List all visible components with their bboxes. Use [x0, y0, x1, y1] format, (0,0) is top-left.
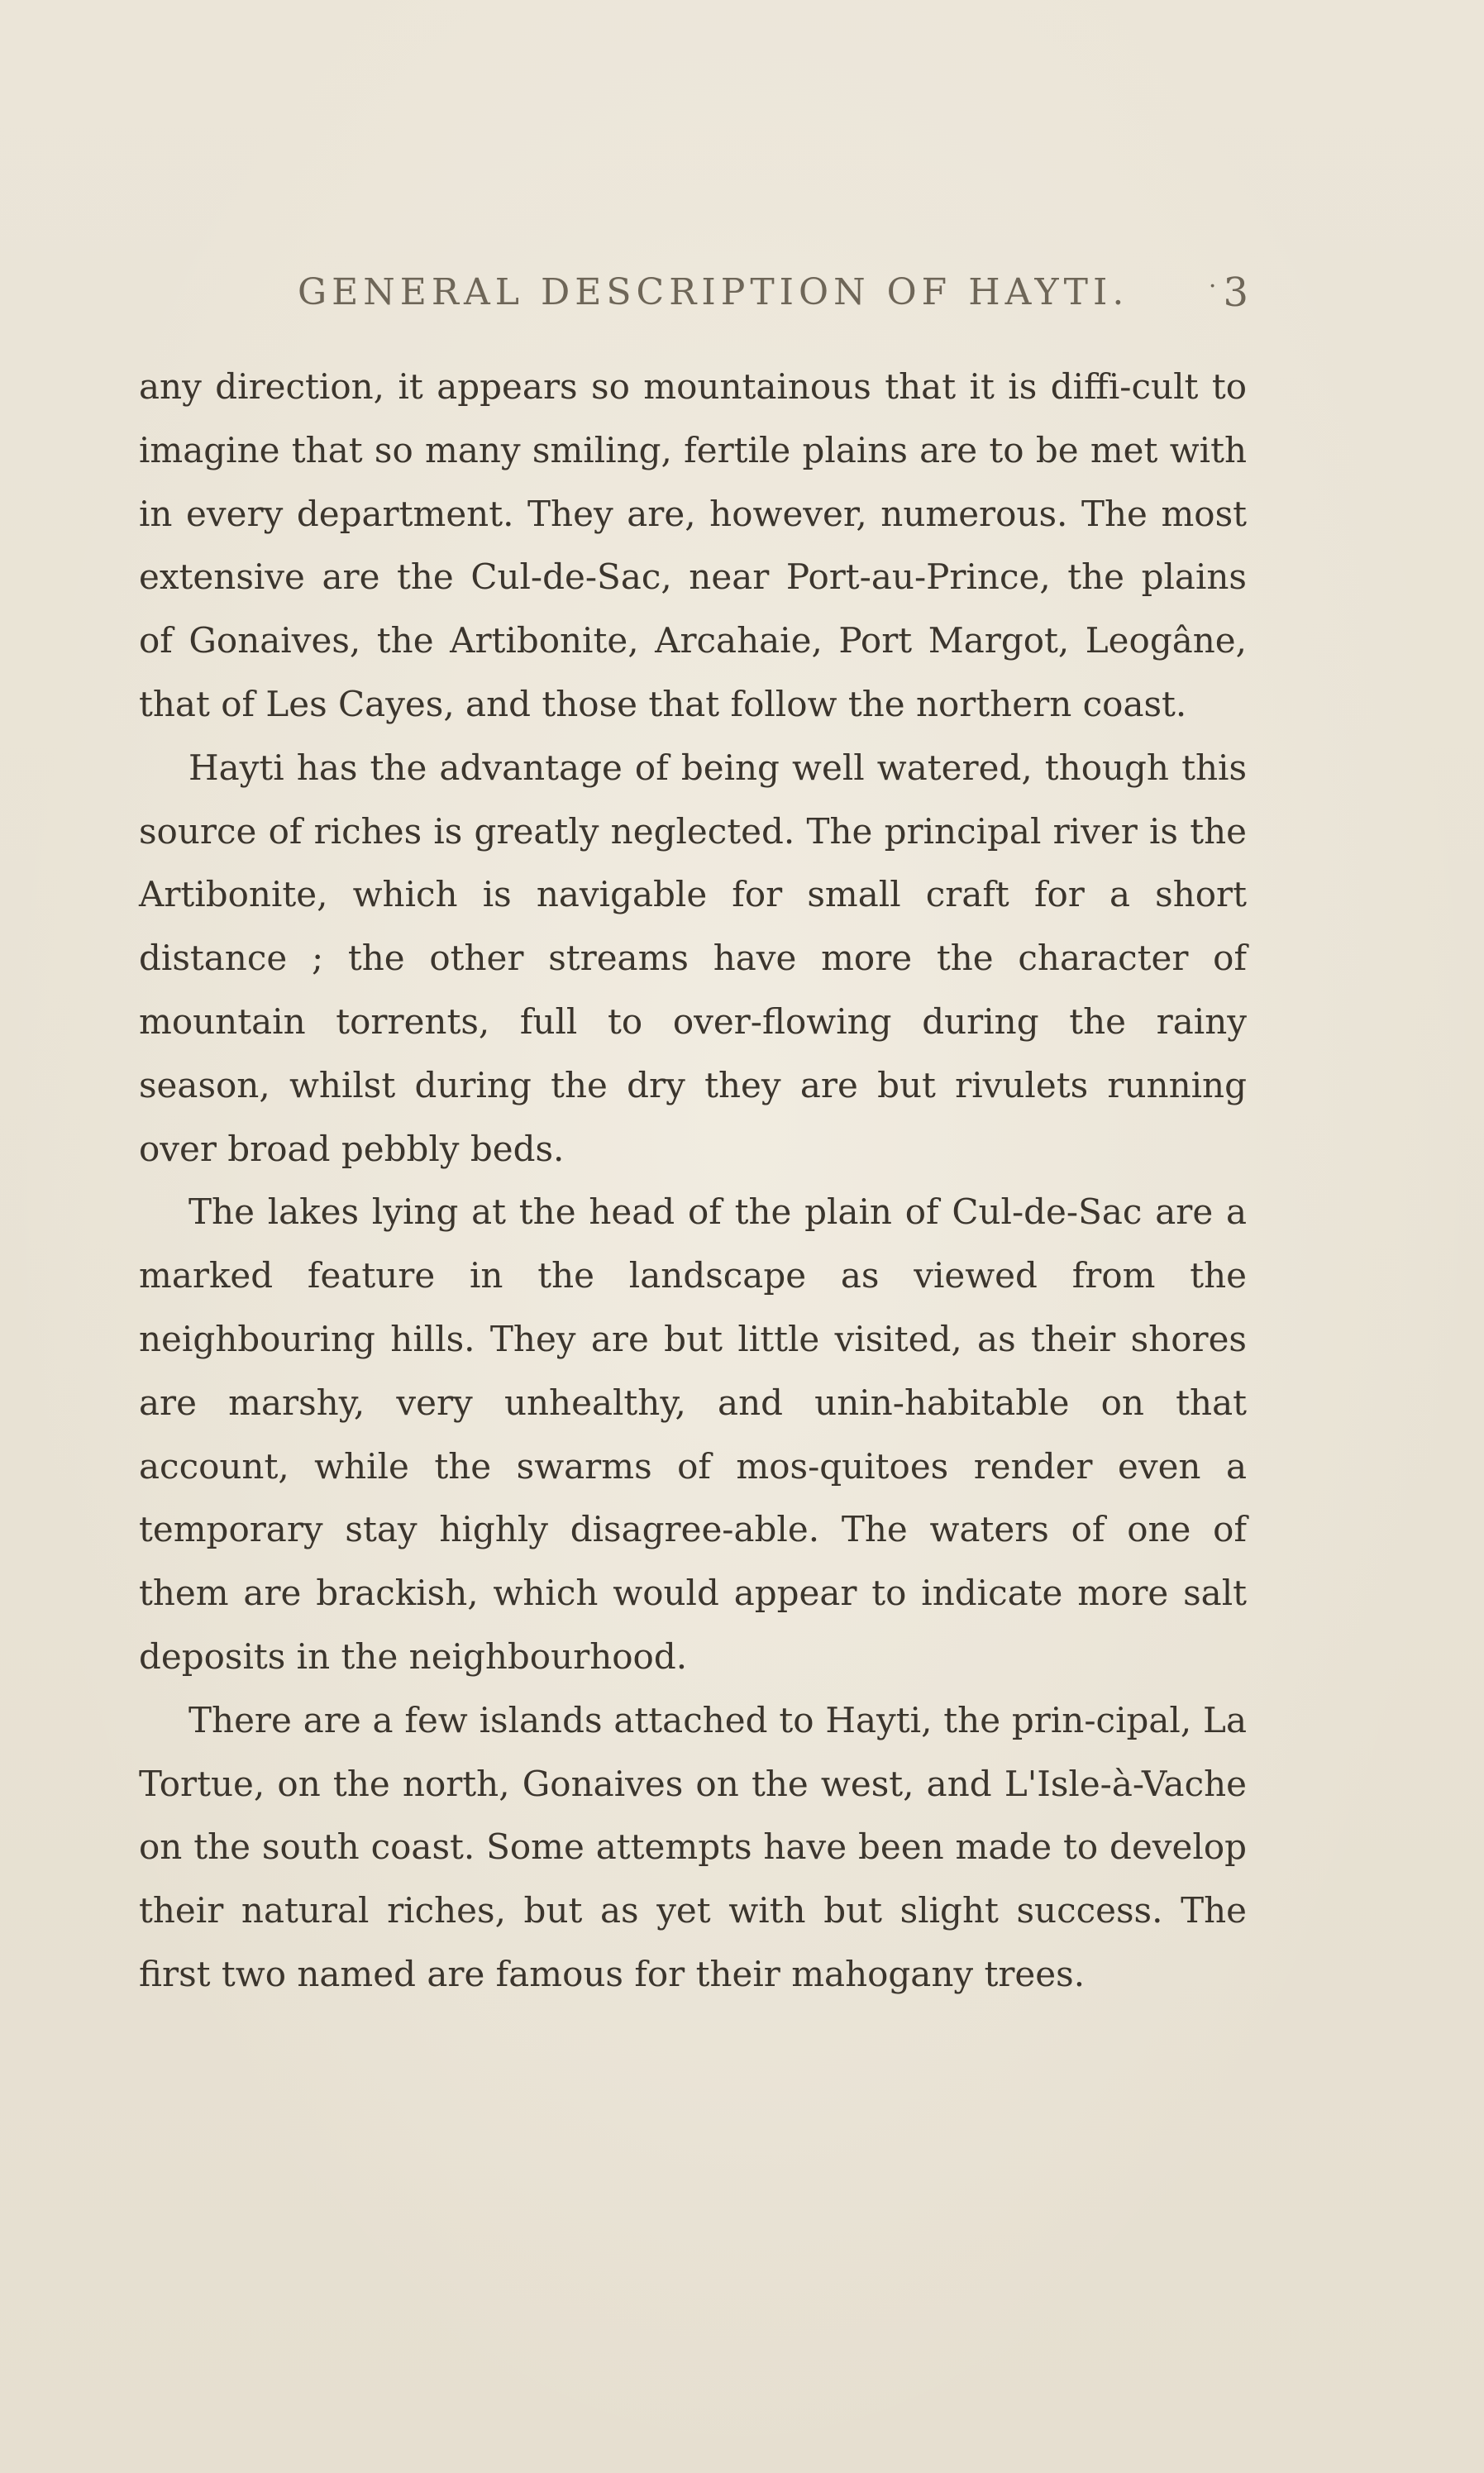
page-number	[1209, 270, 1248, 316]
body-text	[139, 356, 1247, 2007]
running-title: GENERAL DESCRIPTION OF HAYTI.	[298, 271, 1129, 313]
paragraph-3: The lakes lying at the head of the plain of Cul-de-Sac are a marked feature in the landscape as viewed from the neighbouring hills. They are but little visited, as their shores are marshy, very unhealthy, and unin-habitable on that account, while the swarms of mos-quitoes render even a temporary stay highly disagree-able. The waters of one of them are brackish, which would appear to indicate more salt deposits in the neighbourhood.	[139, 1191, 1247, 1677]
running-head	[298, 271, 1248, 321]
paragraph-1: any direction, it appears so mountainous that it is diffi-cult to imagine that so many smiling, fertile plains are to be met with in every department. They are, however, numerous. The most extensive are the Cul-de-Sac, near Port-au-Prince, the plains of Gonaives, the Artibonite, Arcahaie, Port Margot, Leogâne, that of Les Cayes, and those that follow the northern coast.	[139, 366, 1247, 724]
paragraph-2: Hayti has the advantage of being well watered, though this source of riches is greatly neglected. The principal river is the Artibonite, which is navigable for small craft for a short distance ; the other streams have more the character of mountain torrents, full to over-flowing during the rainy season, whilst during the dry they are but rivulets running over broad pebbly beds.	[139, 747, 1247, 1169]
page-number-dot: ·	[1208, 272, 1217, 301]
paragraph-4: There are a few islands attached to Hayti, the prin-cipal, La Tortue, on the north, Gonaives on the west, and L'Isle-à-Vache on the south coast. Some attempts have been made to develop their natural riches, but as yet with but slight success. The first two named are famous for their mahogany trees.	[139, 1699, 1247, 1994]
page-number-value: 3	[1223, 270, 1248, 316]
